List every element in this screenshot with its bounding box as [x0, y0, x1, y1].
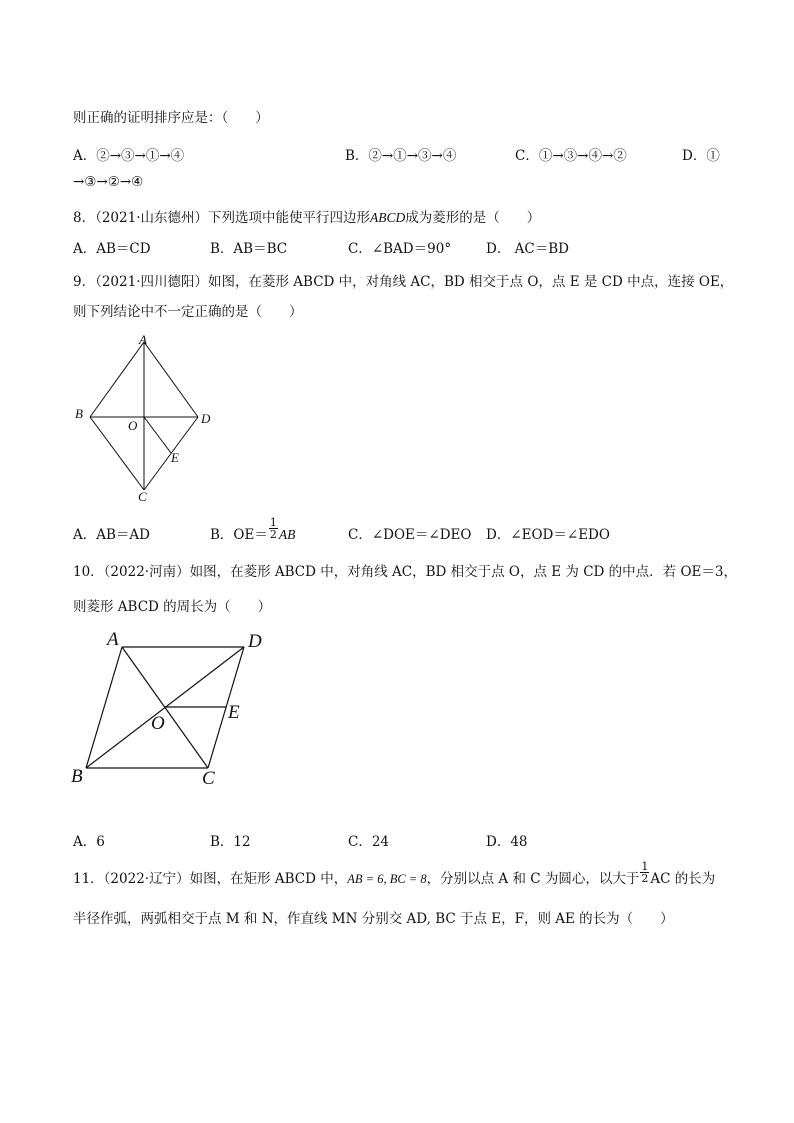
- q10-label-o: O: [151, 713, 165, 734]
- q8-option-d: D． AC＝BD: [486, 241, 569, 257]
- q10-side-ab: [86, 647, 122, 768]
- q10-option-c: C．24: [348, 834, 390, 850]
- q9-label-d: D: [201, 411, 211, 426]
- q10-label-e: E: [228, 702, 240, 723]
- q11-stem-line2: 半径作弧，两弧相交于点 M 和 N，作直线 MN 分别交 AD, BC 于点 E，F，则 AE 的长为（ ）: [73, 911, 674, 927]
- q9-label-o: O: [128, 418, 138, 433]
- q10-label-c: C: [202, 768, 215, 789]
- q7-option-d: D．①: [682, 148, 720, 164]
- q7-option-d-continued: →③→②→④: [73, 174, 144, 190]
- q10-option-b: B．12: [210, 834, 251, 850]
- q9-segment-oe: [144, 417, 171, 453]
- q10-label-b: B: [71, 766, 83, 787]
- q8-stem: 8．（2021·山东德州）下列选项中能使平行四边形ABCD成为菱形的是（ ）: [73, 210, 541, 226]
- q9-label-e: E: [171, 450, 179, 465]
- q10-stem-line1: 10．（2022·河南）如图，在菱形 ABCD 中，对角线 AC，BD 相交于点 O，点 E 为 CD 的中点．若 OE＝3，: [73, 564, 737, 580]
- q10-stem-line2: 则菱形 ABCD 的周长为（ ）: [73, 599, 272, 615]
- q9-label-a: A: [139, 332, 147, 347]
- q9-option-c: C．∠DOE＝∠DEO: [348, 527, 472, 543]
- q9-option-a: A．AB＝AD: [73, 527, 150, 543]
- q9-side-ab: [90, 342, 144, 417]
- q8-option-c: C．∠BAD＝90°: [348, 241, 452, 257]
- q7-option-a: A．②→③→①→④: [73, 148, 185, 164]
- q9-side-ad: [144, 342, 198, 417]
- q9-label-b: B: [75, 406, 83, 421]
- q7-stem: 则正确的证明排序应是：（ ）: [73, 110, 269, 126]
- q10-option-a: A．6: [73, 834, 105, 850]
- q10-label-d: D: [248, 631, 262, 652]
- q7-option-b: B．②→①→③→④: [345, 148, 457, 164]
- q10-option-d: D．48: [486, 834, 528, 850]
- q9-label-c: C: [138, 489, 147, 504]
- q10-rhombus-figure: [65, 625, 285, 795]
- q9-option-d: D．∠EOD＝∠EDO: [486, 527, 610, 543]
- q7-option-c: C．①→③→④→②: [515, 148, 627, 164]
- q8-option-a: A．AB＝CD: [73, 241, 151, 257]
- q9-option-b: B．OE＝ $\frac{1}{2}$ AB: [210, 516, 296, 543]
- q9-rhombus-figure: [70, 330, 230, 505]
- q8-option-b: B．AB＝BC: [210, 241, 288, 257]
- q10-label-a: A: [107, 629, 119, 650]
- q9-stem-line2: 则下列结论中不一定正确的是（ ）: [73, 304, 303, 320]
- q11-stem-line1: 11．（2022·辽宁）如图，在矩形 ABCD 中，AB = 6, BC = 8，分别以点 A 和 C 为圆心，以大于 $\frac{1}{2}$ AC 的长为: [73, 860, 716, 887]
- q9-stem-line1: 9．（2021·四川德阳）如图，在菱形 ABCD 中，对角线 AC，BD 相交于点 O，点 E 是 CD 中点，连接 OE，: [73, 274, 734, 290]
